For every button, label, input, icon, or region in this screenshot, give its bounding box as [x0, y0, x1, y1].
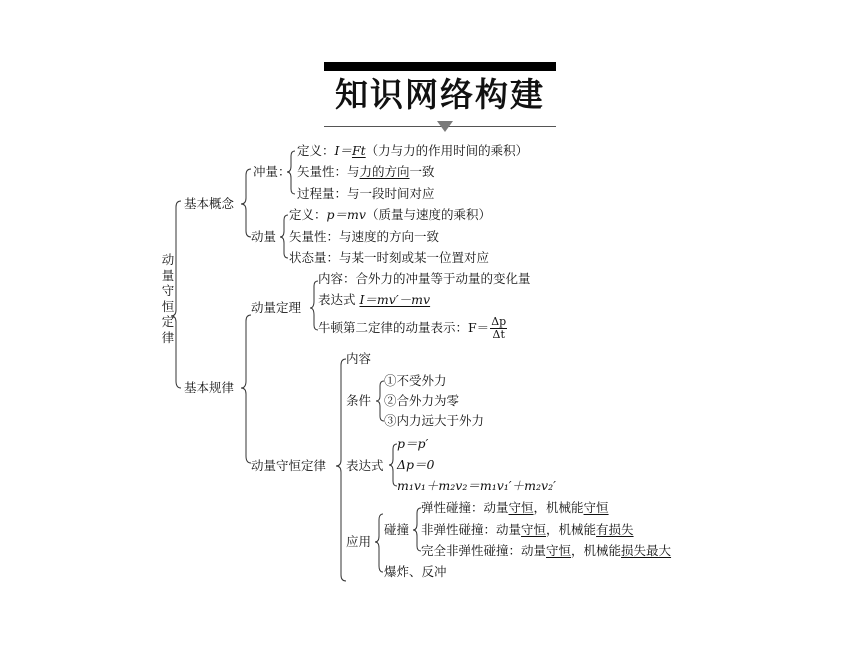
theorem-newton: 牛顿第二定律的动量表示：F＝ $\frac{\Delta p}{\Delta t}$ [318, 315, 507, 341]
conservation-content: 内容 [346, 351, 372, 366]
brace-conservation [336, 359, 346, 581]
momentum-definition: 定义：p＝mv（质量与速度的乘积） [289, 207, 491, 222]
brace-concepts [241, 169, 251, 237]
theorem-fraction: $\frac{\Delta p}{\Delta t}$ [491, 315, 507, 341]
condition-item: ①不受外力 [384, 373, 447, 388]
brace-theorem [310, 281, 318, 330]
expression-label: 表达式 [346, 458, 384, 473]
laws-label: 基本规律 [184, 380, 235, 395]
collision-label: 碰撞 [384, 522, 410, 537]
concepts-label: 基本概念 [184, 196, 235, 211]
brace-laws [241, 315, 251, 463]
brace-expression [389, 444, 397, 486]
momentum-label: 动量 [251, 229, 277, 244]
momentum-vector: 矢量性：与速度的方向一致 [289, 229, 440, 244]
momentum-state: 状态量：与某一时刻或某一位置对应 [289, 250, 490, 265]
impulse-label: 冲量： [253, 164, 291, 179]
theorem-content: 内容：合外力的冲量等于动量的变化量 [318, 271, 531, 286]
conservation-label: 动量守恒定律 [251, 458, 327, 473]
condition-item: ③内力远大于外力 [384, 413, 485, 428]
root-label: 动量守恒定律 [161, 252, 175, 345]
inelastic-collision: 非弹性碰撞：动量守恒，机械能有损失 [421, 522, 634, 537]
impulse-vector: 矢量性：与力的方向一致 [297, 164, 435, 179]
impulse-definition: 定义：I＝Ft（力与力的作用时间的乘积） [297, 143, 529, 158]
expression-item: Δp＝0 [397, 457, 435, 472]
expression-item: m₁v₁＋m₂v₂＝m₁v₁′＋m₂v₂′ [397, 478, 556, 493]
expression-item: p＝p′ [397, 436, 429, 451]
theorem-expression: 表达式 I＝mv′－mv [318, 292, 431, 307]
conditions-label: 条件 [346, 393, 372, 408]
condition-item: ②合外力为零 [384, 393, 460, 408]
application-label: 应用 [346, 534, 372, 549]
elastic-collision: 弹性碰撞：动量守恒，机械能守恒 [421, 500, 609, 515]
brace-momentum [280, 215, 288, 258]
brace-conditions [376, 381, 384, 421]
page-title: 知识网络构建 [335, 75, 545, 114]
theorem-label: 动量定理 [251, 300, 302, 315]
brace-collision [413, 508, 421, 551]
perfectly-inelastic-collision: 完全非弹性碰撞：动量守恒，机械能损失最大 [421, 543, 672, 558]
explosion-recoil: 爆炸、反冲 [384, 564, 447, 579]
brace-application [375, 514, 383, 572]
impulse-process: 过程量：与一段时间对应 [297, 186, 435, 201]
